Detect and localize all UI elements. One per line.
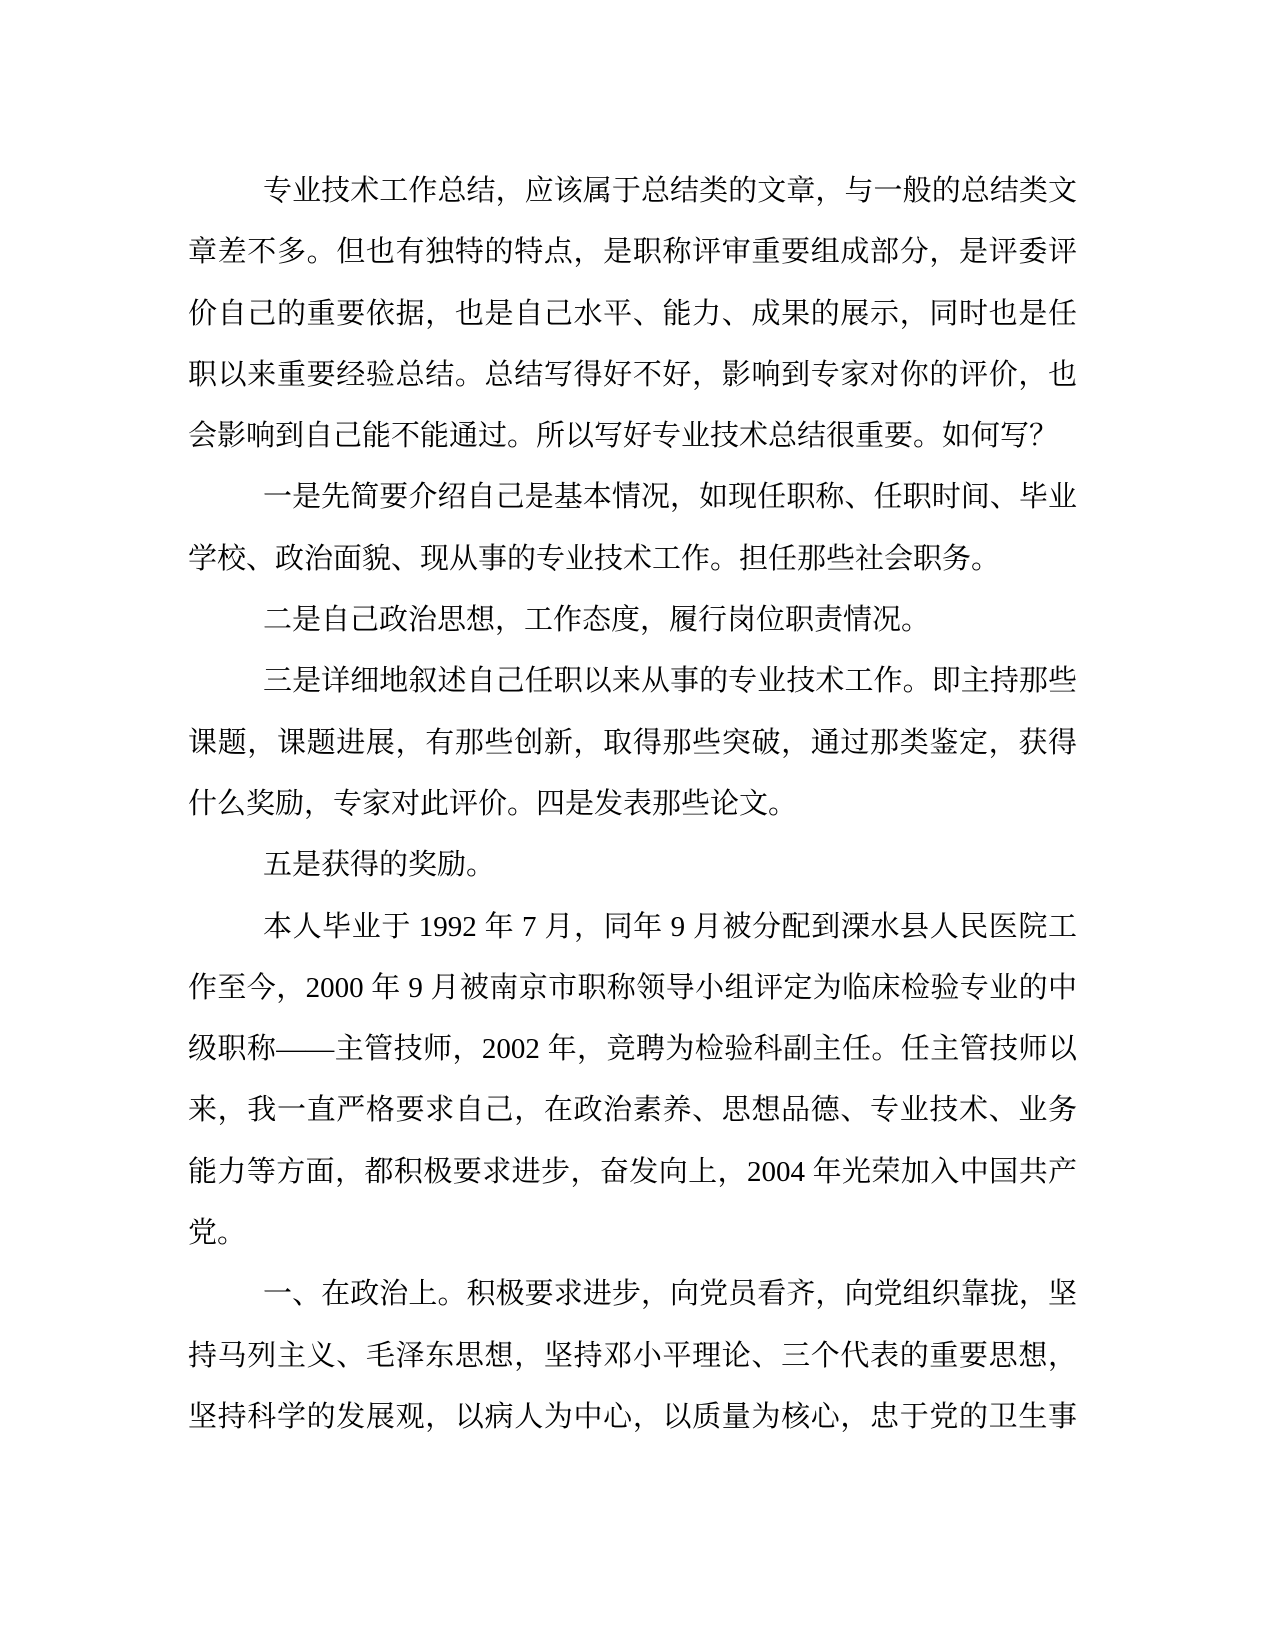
text-line: 专业技术工作总结，应该属于总结类的文章，与一般的总结类文 [263, 175, 1077, 207]
text-line: 职以来重要经验总结。总结写得好不好，影响到专家对你的评价，也 [188, 358, 1077, 391]
paragraph [188, 467, 1077, 590]
text-line: 持马列主义、毛泽东思想，坚持邓小平理论、三个代表的重要思想， [188, 1339, 1077, 1372]
text-line: 一是先简要介绍自己是基本情况，如现任职称、任职时间、毕业 [263, 481, 1077, 514]
text-line: 学校、政治面貌、现从事的专业技术工作。担任那些社会职务。 [188, 542, 1001, 575]
paragraph [188, 897, 1077, 1265]
paragraph [188, 590, 1077, 651]
text-line: 章差不多。但也有独特的特点，是职称评审重要组成部分，是评委评 [188, 236, 1077, 269]
text-line: 一、在政治上。积极要求进步，向党员看齐，向党组织靠拢，坚 [263, 1278, 1077, 1311]
text-line: 价自己的重要依据，也是自己水平、能力、成果的展示，同时也是任 [188, 297, 1077, 330]
text-line: 课题，课题进展，有那些创新，取得那些突破，通过那类鉴定，获得 [188, 726, 1077, 759]
paragraph [188, 651, 1077, 835]
text-line: 能力等方面，都积极要求进步，奋发向上，2004 年光荣加入中国共产 [188, 1155, 1077, 1188]
text-line: 来，我一直严格要求自己，在政治素养、思想品德、专业技术、业务 [188, 1094, 1077, 1127]
text-line: 会影响到自己能不能通过。所以写好专业技术总结很重要。如何写？ [188, 420, 1059, 453]
text-line: 党。 [188, 1217, 247, 1250]
text-line: 二是自己政治思想，工作态度，履行岗位职责情况。 [263, 604, 931, 637]
text-line: 本人毕业于 1992 年 7 月，同年 9 月被分配到溧水县人民医院工 [263, 910, 1077, 943]
text-line: 作至今，2000 年 9 月被南京市职称领导小组评定为临床检验专业的中 [188, 971, 1077, 1004]
paragraph [188, 835, 1077, 896]
paragraph [188, 161, 1077, 467]
text-line: 什么奖励，专家对此评价。四是发表那些论文。 [188, 787, 798, 820]
text-line: 五是获得的奖励。 [263, 849, 496, 882]
paragraph [188, 1264, 1077, 1448]
text-line: 级职称——主管技师，2002 年，竞聘为检验科副主任。任主管技师以 [188, 1033, 1077, 1066]
document-body [188, 161, 1077, 1448]
text-line: 三是详细地叙述自己任职以来从事的专业技术工作。即主持那些 [263, 665, 1077, 698]
text-line: 坚持科学的发展观，以病人为中心，以质量为核心，忠于党的卫生事 [188, 1400, 1077, 1433]
